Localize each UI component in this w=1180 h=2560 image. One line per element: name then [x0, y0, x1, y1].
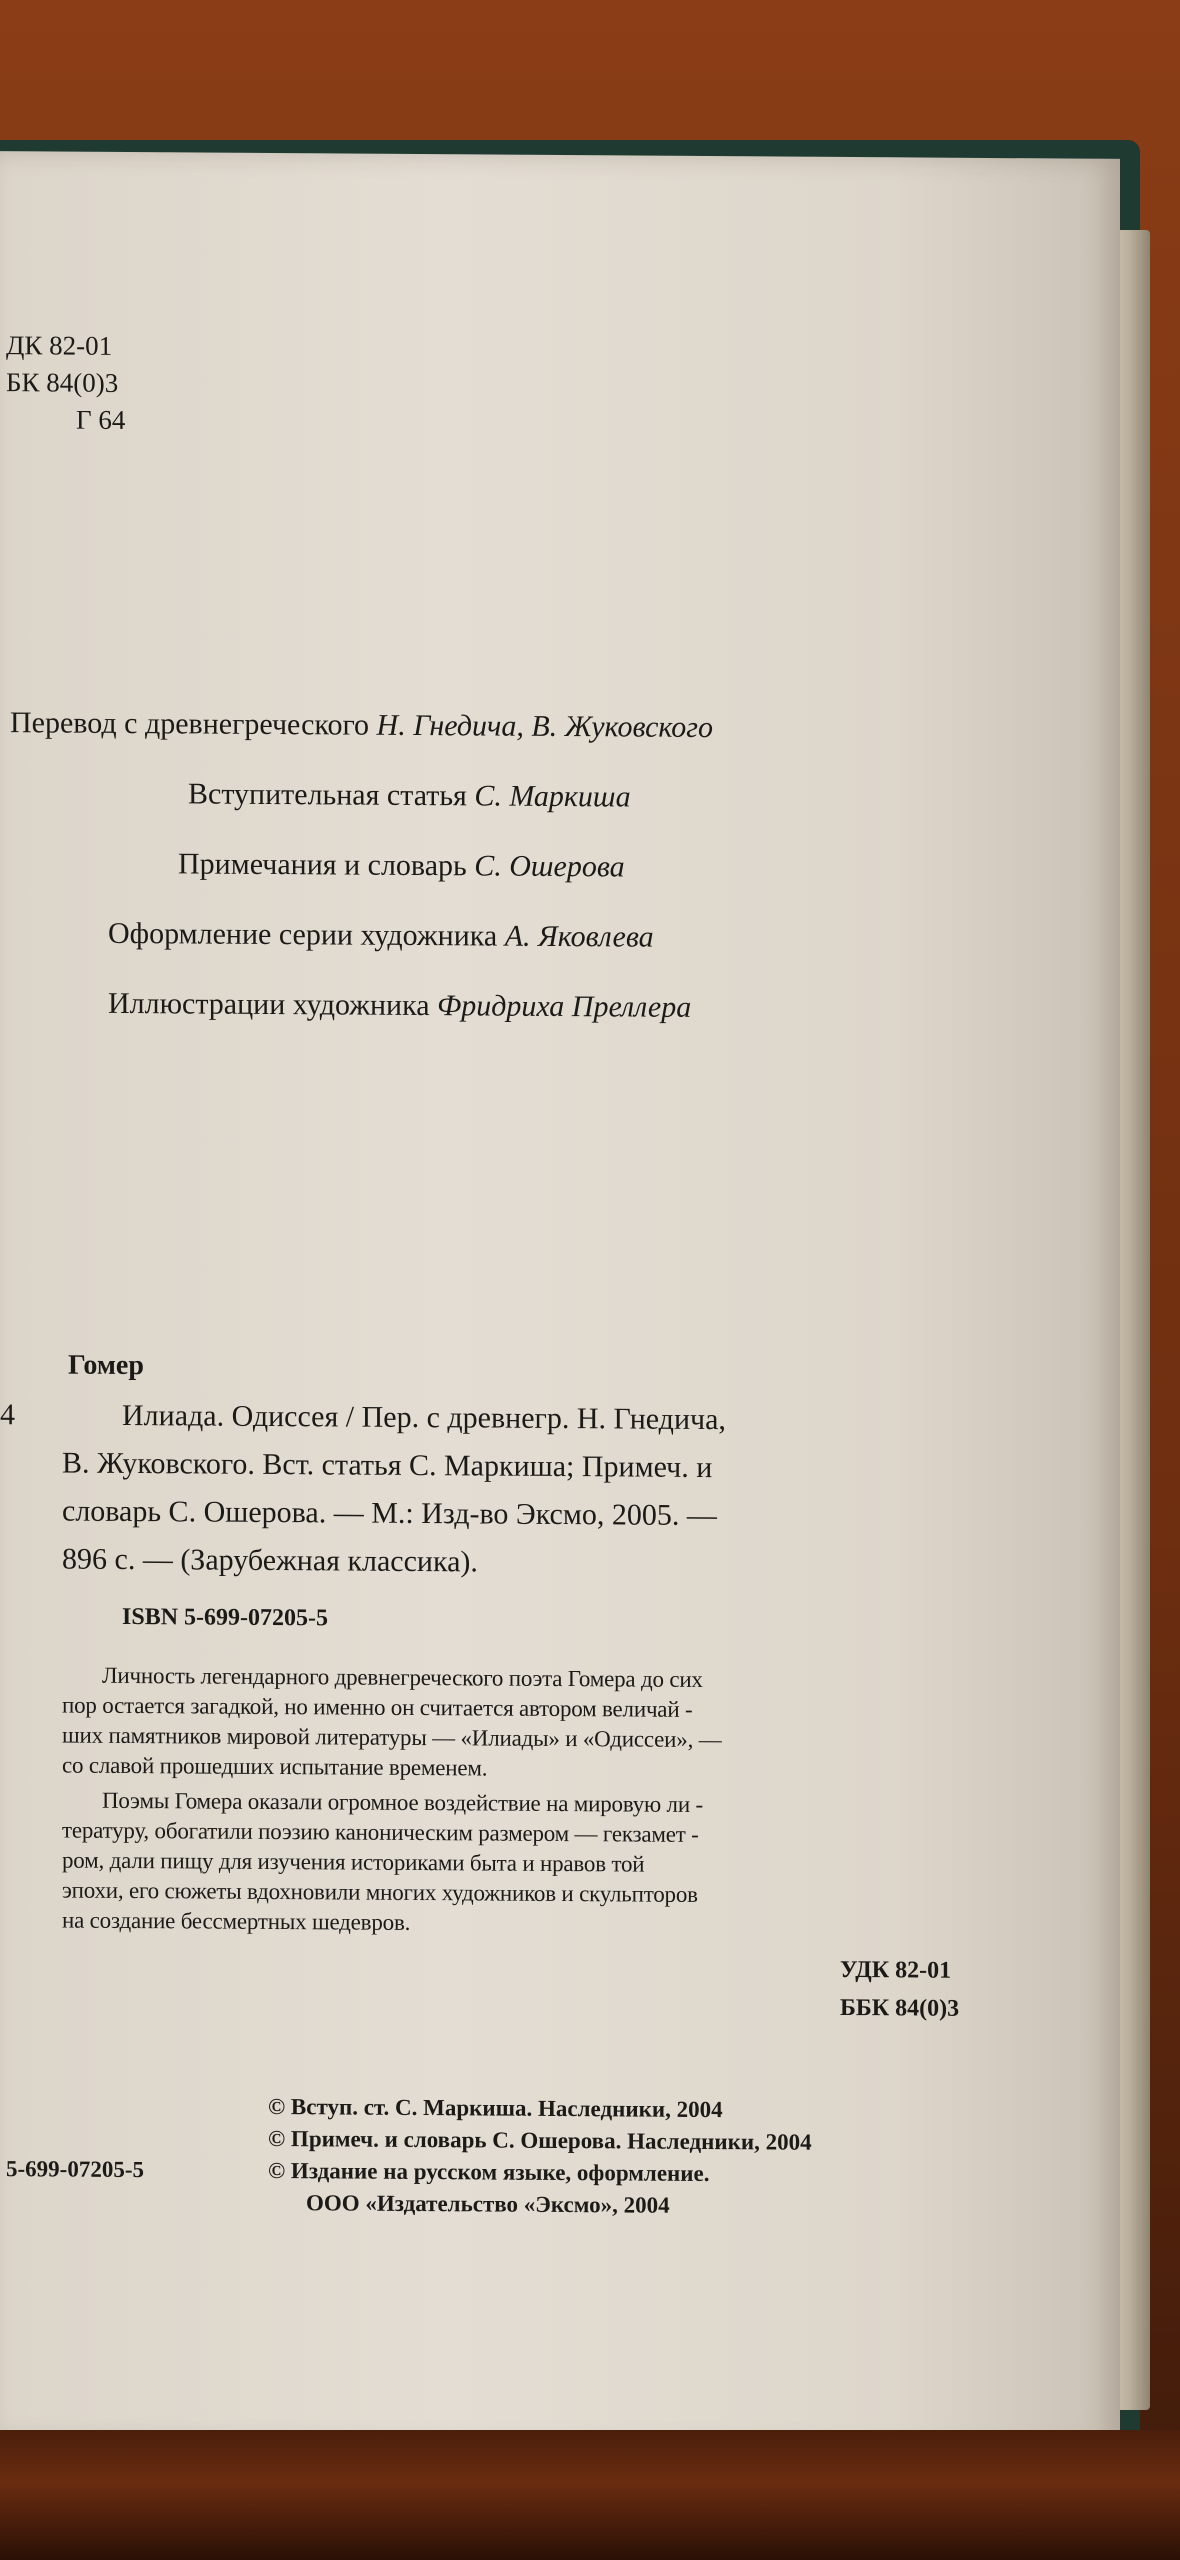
- table-surface: [0, 2430, 1180, 2560]
- bbk-code-top: БК 84(0)3: [6, 367, 119, 398]
- annotation-p1-line-1: Личность легендарного древнегреческого поэта Гомера до сих: [102, 1662, 703, 1692]
- copyright-line-1: © Вступ. ст. С. Маркиша. Наследники, 2004: [268, 2093, 723, 2123]
- annotation-p2-line-3: ром, дали пищу для изучения историками быта и нравов той: [62, 1847, 645, 1877]
- credit-intro: [188, 777, 631, 814]
- credit-label: Иллюстрации художника: [108, 986, 438, 1023]
- copyright-line-3: © Издание на русском языке, оформление.: [268, 2157, 710, 2187]
- author-mark: Г 64: [76, 404, 126, 435]
- credit-name: Н. Гнедича, В. Жуковского: [376, 708, 713, 745]
- imprint-page: [0, 151, 1120, 2449]
- copyright-line-2: © Примеч. и словарь С. Ошерова. Наследники, 2004: [268, 2125, 812, 2155]
- credit-label: Оформление серии художника: [108, 916, 505, 953]
- bib-line-1: Илиада. Одиссея / Пер. с древнегр. Н. Гнедича,: [122, 1398, 726, 1437]
- credit-label: Вступительная статья: [188, 777, 475, 813]
- credit-illustrations: [108, 987, 691, 1025]
- annotation-p2-line-2: тературу, обогатили поэзию каноническим размером — гекзамет -: [62, 1817, 699, 1847]
- bib-side-mark: 4: [0, 1398, 15, 1432]
- credit-label: Примечания и словарь: [178, 847, 475, 883]
- credit-notes: [178, 847, 625, 884]
- isbn-short: 5-699-07205-5: [6, 2156, 144, 2183]
- credit-name: С. Маркиша: [474, 779, 631, 814]
- bib-line-3: словарь С. Ошерова. — М.: Изд-во Эксмо, 2005. —: [62, 1494, 717, 1533]
- credit-design: [108, 917, 654, 955]
- annotation-p1-line-3: ших памятников мировой литературы — «Илиады» и «Одиссеи», —: [62, 1722, 722, 1753]
- credit-name: Фридриха Преллера: [437, 989, 692, 1024]
- bib-line-2: В. Жуковского. Вст. статья С. Маркиша; Примеч. и: [62, 1446, 713, 1485]
- annotation-p1-line-4: со славой прошедших испытание временем.: [62, 1752, 488, 1781]
- credit-label: Перевод с древнегреческого: [10, 706, 377, 742]
- udk-code-bottom: УДК 82-01: [840, 1956, 952, 1984]
- credit-name: А. Яковлева: [504, 919, 654, 954]
- bib-isbn: ISBN 5-699-07205-5: [122, 1603, 329, 1632]
- credit-translation: [10, 706, 713, 745]
- copyright-line-4: ООО «Издательство «Эксмо», 2004: [306, 2190, 670, 2218]
- annotation-p2-line-1: Поэмы Гомера оказали огромное воздействие на мировую ли -: [102, 1787, 703, 1817]
- annotation-p2-line-5: на создание бессмертных шедевров.: [62, 1907, 411, 1935]
- annotation-p1-line-2: пор остается загадкой, но именно он считается автором величай -: [62, 1692, 693, 1722]
- annotation-p2-line-4: эпохи, его сюжеты вдохновили многих художников и скульпторов: [62, 1877, 698, 1907]
- bib-line-4: 896 с. — (Зарубежная классика).: [62, 1542, 478, 1579]
- credit-name: С. Ошерова: [474, 849, 625, 884]
- udk-code-top: ДК 82-01: [6, 330, 113, 361]
- bib-author: Гомер: [68, 1349, 144, 1382]
- bbk-code-bottom: ББК 84(0)3: [840, 1994, 960, 2022]
